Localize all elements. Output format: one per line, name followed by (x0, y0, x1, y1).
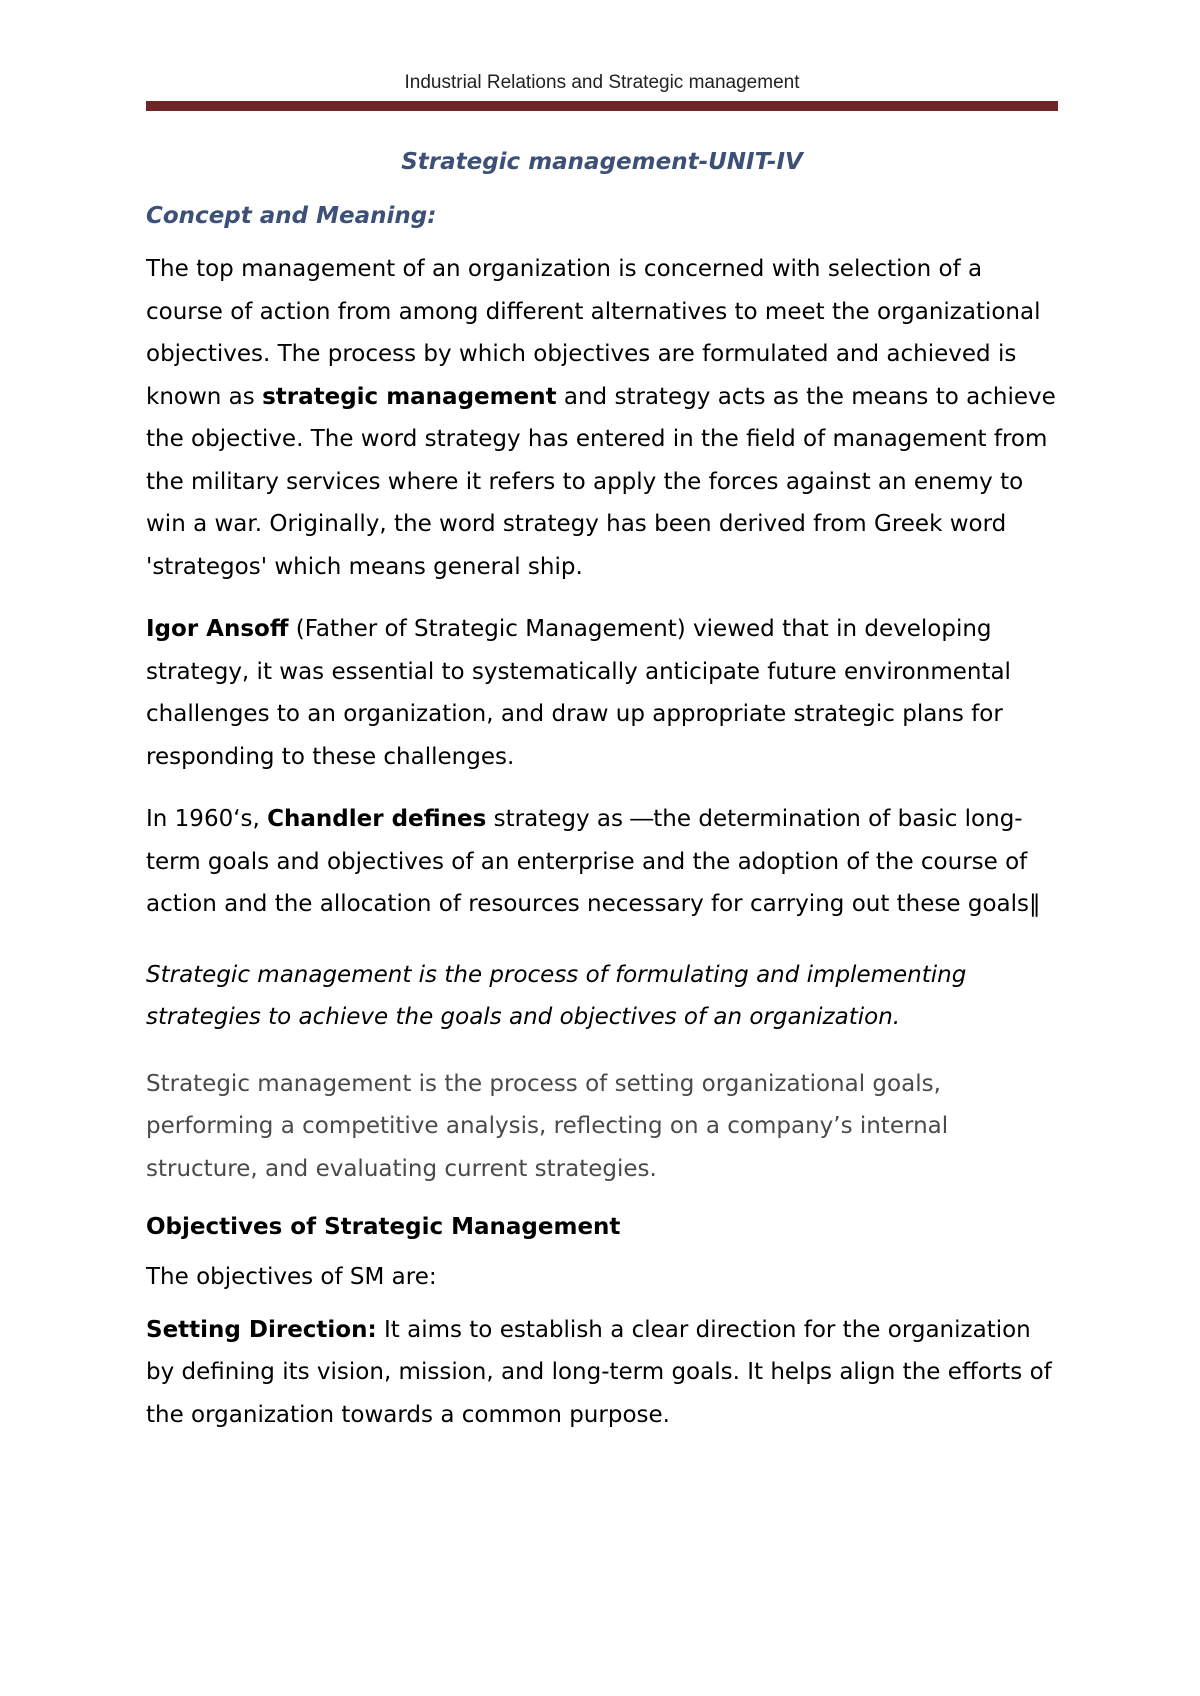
header-rule (146, 101, 1058, 111)
paragraph-setting-direction (146, 1309, 1058, 1437)
paragraph-text: The top management of an organization is concerned with selection of a course of action from among different alternatives to meet the organizational objectives. The process by which objectives are formulated and achieved is known as (146, 256, 1041, 410)
paragraph-text: It aims to establish a clear direction for the organization by defining its vision, mission, and long-term goals. It helps align the efforts of the organization towards a common purpose. (146, 1316, 1052, 1428)
paragraph-text: strategy as ―the determination of basic long-term goals and objectives of an enterprise and the adoption of the course of action and the allocation of resources necessary for carrying out these goals‖ (146, 806, 1041, 917)
paragraph-strategic-management (146, 248, 1058, 588)
objectives-heading: Objectives of Strategic Management (146, 1214, 621, 1240)
running-header: Industrial Relations and Strategic management (404, 72, 800, 93)
paragraph-text: In 1960‘s, (146, 806, 268, 832)
objectives-intro: The objectives of SM are: (146, 1264, 437, 1290)
paragraph-ansoff (146, 608, 1058, 778)
paragraph-text: and strategy acts as the means to achieve the objective. The word strategy has entered in the field of management from the military services where it refers to apply the forces against an enemy to win a war. Originally, the word strategy has been derived from Greek word 'strategos' which means general ship. (146, 383, 1056, 580)
paragraph-text: (Father of Strategic Management) viewed that in developing strategy, it was essential to systematically anticipate future environmental challenges to an organization, and draw up appropriate strategic plans for responding to these challenges. (146, 616, 1011, 770)
concept-heading: Concept and Meaning: (146, 203, 437, 229)
document-title: Strategic management-UNIT-IV (401, 149, 803, 175)
paragraph-definition-gray: Strategic management is the process of setting organizational goals, performing a competitive analysis, reflecting on a company’s internal structure, and evaluating current strategies. (146, 1070, 949, 1182)
document-body (146, 140, 1058, 1436)
bold-term: Chandler defines (267, 806, 487, 832)
bold-term: Igor Ansoff (146, 616, 289, 642)
bold-term: strategic management (262, 383, 557, 410)
paragraph-definition-italic: Strategic management is the process of formulating and implementing strategies to achieve the goals and objectives of an organization. (146, 961, 967, 1030)
paragraph-chandler (146, 798, 1058, 926)
bold-term: Setting Direction: (146, 1316, 377, 1343)
